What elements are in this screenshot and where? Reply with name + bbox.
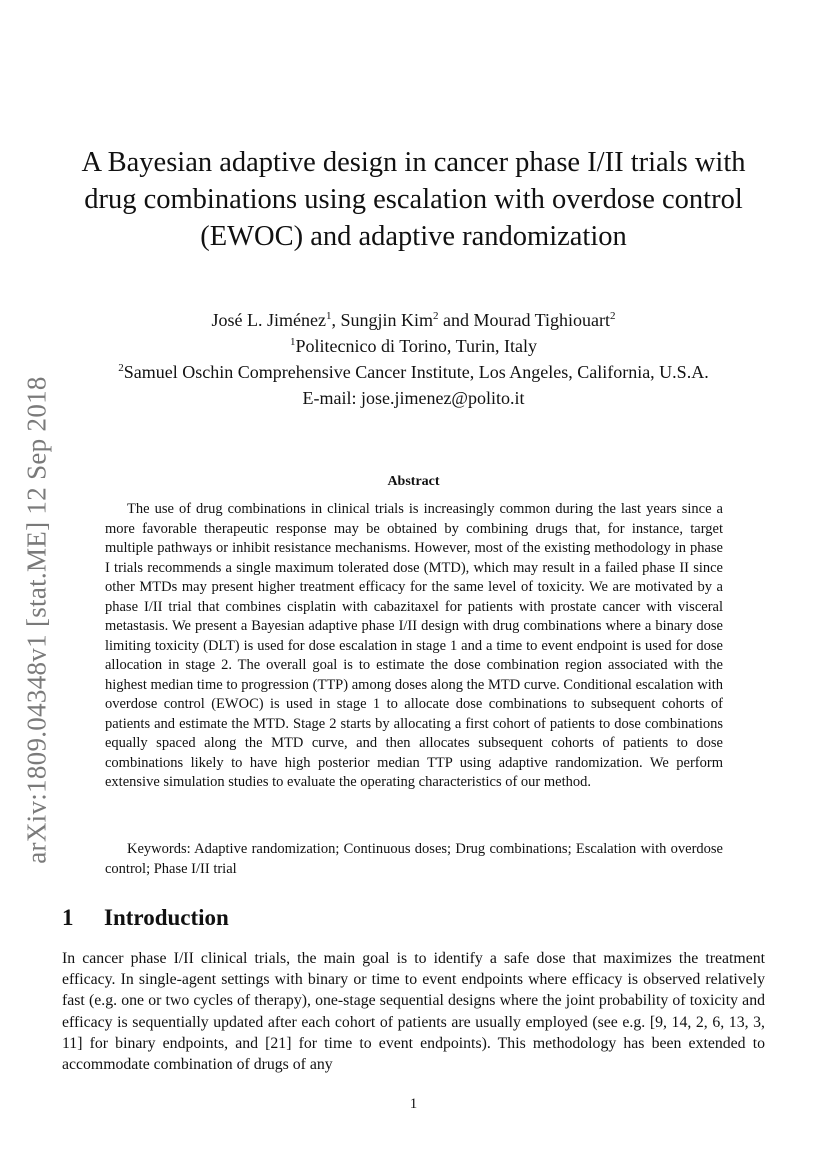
- affiliation-1-mark: 1: [290, 336, 296, 348]
- arxiv-identifier-stamp[interactable]: arXiv:1809.04348v1 [stat.ME] 12 Sep 2018: [21, 376, 52, 864]
- author-block: [60, 307, 767, 411]
- affiliation-2-mark: 2: [118, 362, 124, 374]
- abstract-heading: Abstract: [387, 474, 440, 489]
- author-separator: and: [438, 310, 474, 330]
- author-2: Sungjin Kim: [340, 310, 433, 330]
- affiliation-2: [60, 359, 767, 385]
- page-number: 1: [409, 1096, 418, 1112]
- section-heading-introduction: [62, 905, 229, 931]
- section-number: 1: [62, 905, 74, 930]
- affiliation-2-text: Samuel Oschin Comprehensive Cancer Institute, Los Angeles, California, U.S.A.: [123, 362, 709, 382]
- author-names: [60, 307, 767, 333]
- contact-email[interactable]: E-mail: jose.jimenez@polito.it: [302, 388, 525, 408]
- author-1-affiliation-mark: 1: [325, 310, 332, 322]
- affiliation-1-text: Politecnico di Torino, Turin, Italy: [295, 336, 537, 356]
- author-3-affiliation-mark: 2: [610, 310, 616, 322]
- section-title: Introduction: [104, 905, 229, 930]
- abstract-body: The use of drug combinations in clinical trials is increasingly common during the last years since a more favorable therapeutic response may be obtained by combining drugs that, for instance, target multiple pathways or inhibit resistance mechanisms. However, most of the existing methodology in phase I trials recommends a single maximum tolerated dose (MTD), which may result in a failed phase II since other MTDs may present higher treatment efficacy for the same level of toxicity. We are motivated by a phase I/II trial that combines cisplatin with cabazitaxel for patients with prostate cancer with visceral metastasis. We present a Bayesian adaptive phase I/II design with drug combinations where a binary dose limiting toxicity (DLT) is used for dose escalation in stage 1 and a time to event endpoint is used for dose allocation in stage 2. The overall goal is to estimate the dose combination region associated with the highest median time to progression (TTP) among doses along the MTD curve. Conditional escalation with overdose control (EWOC) is used in stage 1 to allocate dose combinations to subsequent cohorts of patients and estimate the MTD. Stage 2 starts by allocating a first cohort of patients to dose combinations equally spaced along the MTD curve, and then allocates subsequent cohorts of patients to dose combinations likely to have high posterior median TTP using adaptive randomization. We perform extensive simulation studies to evaluate the operating characteristics of our method.: [105, 501, 723, 790]
- author-1: José L. Jiménez: [211, 310, 326, 330]
- author-3: Mourad Tighiouart: [473, 310, 610, 330]
- author-separator: ,: [331, 310, 341, 330]
- keywords: Keywords: Adaptive randomization; Continuous doses; Drug combinations; Escalation with overdose control; Phase I/II trial: [105, 841, 723, 877]
- paper-title: [60, 144, 767, 255]
- title-line-2: drug combinations using escalation with overdose control: [84, 184, 743, 215]
- introduction-paragraph: In cancer phase I/II clinical trials, the main goal is to identify a safe dose that maximizes the treatment efficacy. In single-agent settings with binary or time to event endpoints where efficacy is observed relatively fast (e.g. one or two cycles of therapy), one-stage sequential designs where the joint probability of toxicity and efficacy is sequentially updated after each cohort of patients are usually employed (see e.g. [9, 14, 2, 6, 13, 3, 11] for binary endpoints, and [21] for time to event endpoints). This methodology has been extended to accommodate combination of drugs of any: [62, 950, 765, 1074]
- author-2-affiliation-mark: 2: [432, 310, 439, 322]
- title-line-3: (EWOC) and adaptive randomization: [200, 221, 627, 252]
- title-line-1: A Bayesian adaptive design in cancer phase I/II trials with: [81, 147, 746, 178]
- affiliation-1: [60, 333, 767, 359]
